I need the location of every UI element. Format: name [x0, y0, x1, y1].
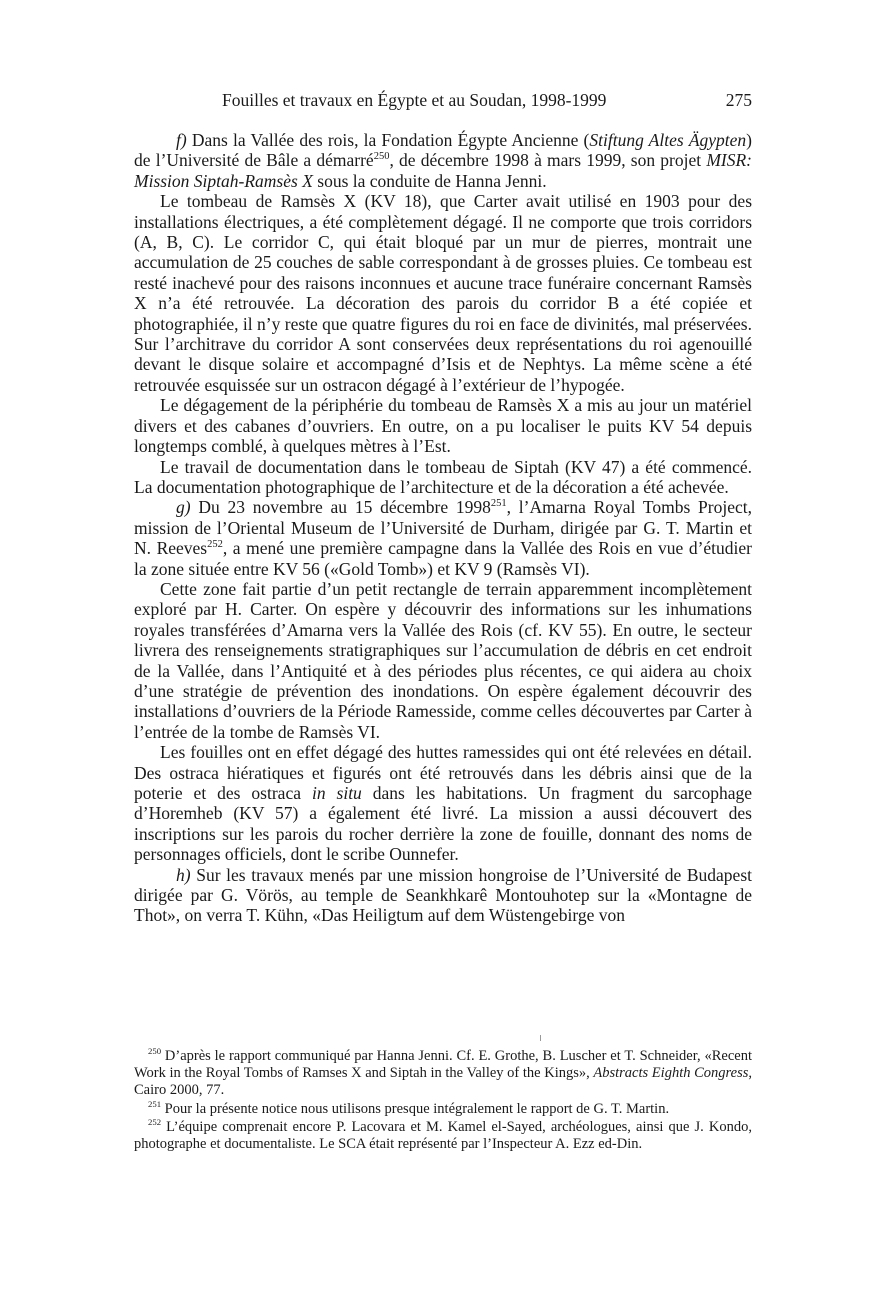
text-run: Dans la Vallée des rois, la Fondation Égypte Ancienne (: [186, 130, 590, 150]
paragraph-f: [134, 130, 752, 191]
paragraph-fouilles: [134, 742, 752, 864]
main-text: [134, 130, 752, 926]
paragraph-siptah: Le travail de documentation dans le tombeau de Siptah (KV 47) a été commencé. La documentation photographique de l’architecture et de la décoration a été achevée.: [134, 456, 752, 497]
text-run: , Cairo 2000, 77.: [134, 1065, 752, 1099]
text-run: , a mené une première campagne dans la Vallée des Rois en vue d’étudier la zone située entre KV 56 («Gold Tomb») et KV 9 (Ramsès VI).: [134, 538, 752, 579]
running-title: Fouilles et travaux en Égypte et au Soudan, 1998-1999: [222, 90, 607, 110]
paragraph-ramses-x-tomb: Le tombeau de Ramsès X (KV 18), que Carter avait utilisé en 1903 pour des installations électriques, a été complètement dégagé. Il ne comporte que trois corridors (A, B, C). Le corridor C, qui était bloqué par un mur de pierres, montrait une accumulation de 25 couches de sable correspondant à de grosses pluies. Ce tombeau est resté inachevé pour des raisons inconnues et aucune trace funéraire concernant Ramsès X n’a été retrouvée. La décoration des parois du corridor B a été copiée et photographiée, il n’y reste que quatre figures du roi en face de divinités, mal préservées. Sur l’architrave du corridor A sont conservées deux représentations du roi agenouillé devant le disque solaire et accompagné d’Isis et de Nephtys. La même scène a été retrouvée esquissée sur un ostracon dégagé à l’extérieur de l’hypogée.: [134, 191, 752, 395]
text-run: D’après le rapport communiqué par Hanna Jenni. Cf. E. Grothe, B. Luscher et T. Schneider, «Recent Work in the Royal Tombs of Ramses X and Siptah in the Valley of the Kings»,: [134, 1048, 752, 1082]
italic-run: in situ: [311, 783, 362, 803]
text-run: , l’Amarna Royal Tombs Project, mission de l’Oriental Museum de l’Université de Durham, dirigée par G. T. Martin et N. Reeves: [134, 497, 753, 559]
footnote-number: 251: [148, 1098, 162, 1109]
paragraph-g: [134, 497, 752, 579]
footnote-250: [134, 1048, 752, 1100]
text-run: Pour la présente notice nous utilisons presque intégralement le rapport de G. T. Martin.: [161, 1100, 670, 1117]
page-number: 275: [725, 90, 752, 110]
footnote-251: [134, 1098, 752, 1118]
footnote-ref-251[interactable]: 251: [490, 498, 507, 510]
italic-run: Stiftung Altes Ägypten: [589, 130, 747, 150]
footnote-number: 250: [148, 1046, 162, 1057]
footnote-ref-252[interactable]: 252: [207, 539, 223, 551]
footnote-ref-250[interactable]: 250: [373, 151, 390, 163]
paragraph-h: [134, 865, 752, 926]
footnote-252: [134, 1116, 752, 1153]
footnote-separator: [540, 1035, 541, 1041]
footnotes: [134, 1048, 752, 1154]
footnote-number: 252: [148, 1116, 162, 1127]
section-label-g: g): [176, 497, 191, 518]
text-run: ) de l’Université de Bâle a démarré: [134, 130, 752, 171]
text-run: sous la conduite de Hanna Jenni.: [312, 170, 547, 191]
text-run: Du 23 novembre au 15 décembre 1998: [190, 497, 491, 518]
paragraph-periphery: Le dégagement de la périphérie du tombeau de Ramsès X a mis au jour un matériel divers et des cabanes d’ouvriers. En outre, on a pu localiser le puits KV 54 depuis longtemps comblé, à quelques mètres à l’Est.: [134, 395, 752, 457]
section-label-f: f): [176, 130, 187, 150]
paragraph-zone: Cette zone fait partie d’un petit rectangle de terrain apparemment incomplètement exploré par H. Carter. On espère y découvrir des informations sur les inhumations royales transférées d’Amarna vers la Vallée des Rois (cf. KV 55). En outre, le secteur livrera des renseignements stratigraphiques sur l’accumulation de débris en cet endroit de la Vallée, dans l’Antiquité et à des périodes plus récentes, ce qui aidera au choix d’une stratégie de prévention des inondations. On espère également découvrir des installations d’ouvriers de la Période Ramesside, comme celles découvertes par Carter à l’entrée de la tombe de Ramsès VI.: [134, 578, 752, 742]
text-run: dans les habitations. Un fragment du sarcophage d’Horemheb (KV 57) a également été livré. La mission a aussi découvert des inscriptions sur les parois du rocher derrière la zone de fouille, donnant des noms de personnages officiels, dont le scribe Ounnefer.: [134, 783, 752, 865]
italic-run: Abstracts Eighth Congress: [593, 1065, 749, 1082]
italic-run: MISR: Mission Siptah-Ramsès X: [134, 150, 752, 191]
text-run: L’équipe comprenait encore P. Lacovara et M. Kamel el-Sayed, archéologues, ainsi que J. Kondo, photographe et documentaliste. Le SCA était représenté par l’Inspecteur A. Ezz ed-Din.: [134, 1118, 752, 1153]
text-run: Sur les travaux menés par une mission hongroise de l’Université de Budapest dirigée par G. Vörös, au temple de Seankhkarê Montouhotep sur la «Montagne de Thot», on verra T. Kühn, «Das Heiligtum auf dem Wüstengebirge von: [134, 864, 752, 926]
section-label-h: h): [176, 864, 191, 885]
text-run: Les fouilles ont en effet dégagé des huttes ramessides qui ont été relevées en détail. Des ostraca hiératiques et figurés ont été retrouvés dans les débris ainsi que de la poterie et des ostraca: [134, 742, 752, 803]
running-head: [134, 88, 752, 112]
text-run: , de décembre 1998 à mars 1999, son projet: [389, 150, 707, 171]
